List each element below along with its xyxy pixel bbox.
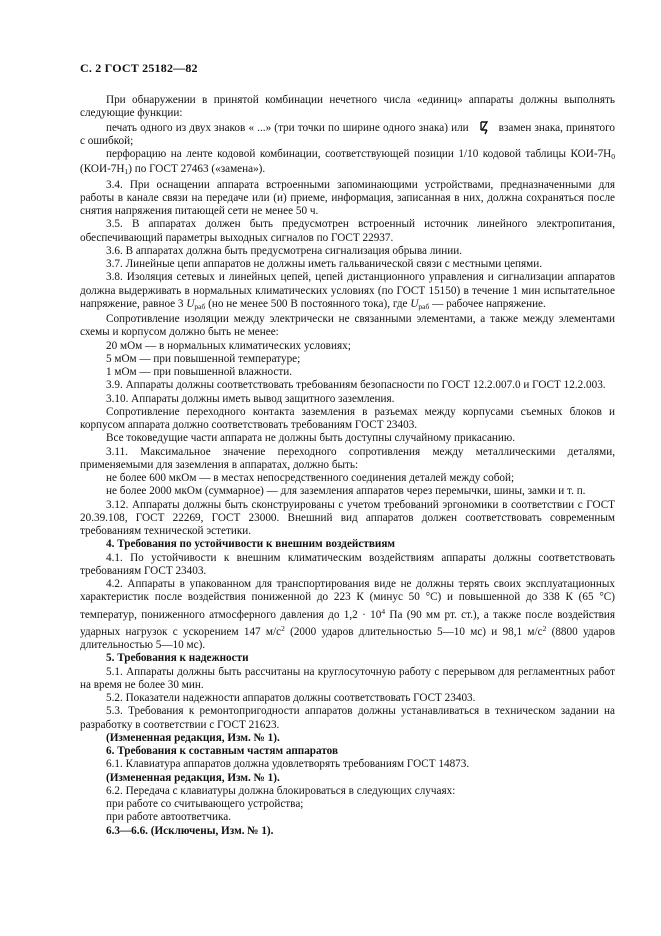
section-heading: 6. Требования к составным частям аппаратов [106,745,339,757]
list-item: при работе со считывающего устройства; [106,798,304,810]
text-run: Па (90 мм рт. ст.), а также после воздействия ударных нагрузок с ускорением 147 м/с [80,608,615,638]
list-item: не более 2000 мкОм (суммарное) — для заземления аппаратов через перемычки, шины, замки и т. п. [106,485,586,498]
text-run: — рабочее напряжение. [429,297,546,310]
paragraph: 5.3. Требования к ремонтопригодности аппаратов должны устанавливаться в техническом задании на разработку в соответствии с ГОСТ 21623. [80,705,615,731]
edition-note: (Измененная редакция, Изм. № 1). [106,731,280,744]
paragraph: Сопротивление переходного контакта заземления в разъемах между корпусами съемных блоков и корпусом аппарата должно соответствовать требованиям ГОСТ 23403. [80,405,615,431]
text-run: (8800 ударов длительностью 5—10 мс). [80,625,615,651]
paragraph: Сопротивление изоляции между электрически не связанными элементами, а также между элементами схемы и корпусом должно быть не менее: [80,313,615,339]
text-run: ) по ГОСТ 27463 («замена»). [128,163,266,176]
text-run: взамен знака, принятого с ошибкой; [80,121,615,147]
paragraph: Все токоведущие части аппарата не должны быть доступны случайному прикасанию. [106,432,516,445]
paragraph: 6.2. Передача с клавиатуры должна блокироваться в следующих случаях: [106,784,456,797]
paragraph: 4.1. По устойчивости к внешним климатическим воздействиям аппараты должны соответствовать требованиям ГОСТ 23403. [80,551,615,577]
section-heading: 4. Требования по устойчивости к внешним воздействиям [106,538,395,551]
list-item: 1 мОм — при повышенной влажности. [106,366,292,378]
superscript: 2 [281,623,285,633]
text-run: (КОИ-7Н [80,163,125,176]
paragraph [80,271,615,313]
paragraph: 5.1. Аппараты должны быть рассчитаны на круглосуточную работу с перерывом для регламентных работ на время не более 30 мин. [80,665,615,691]
paragraph: 6.1. Клавиатура аппаратов должна удовлетворять требованиям ГОСТ 14873. [106,758,470,771]
paragraph: 3.6. В аппаратах должна быть предусмотрена сигнализация обрыва линии. [106,244,463,257]
paragraph: 3.7. Линейные цепи аппаратов не должны иметь гальванической связи с местными цепями. [106,258,543,270]
text-run: 3.8. Изоляция сетевых и линейных цепей, цепей дистанционного управления и сигнализации аппаратов должна выдерживать в нормальных климатических условиях (по ГОСТ 15150) в течение 1 мин испытательное напряжение, равное 3 [80,271,615,310]
text-run: перфорацию на ленте кодовой комбинации, соответствующей позиции 1/10 кодовой таблицы КОИ-7Н [106,148,612,160]
paragraph: 3.5. В аппаратах должен быть предусмотрен встроенный источник линейного электропитания, обеспечивающий параметры выходных сигналов по ГОСТ 22937. [80,218,615,244]
edition-note: 6.3—6.6. (Исключены, Изм. № 1). [106,824,274,837]
paragraph: 3.12. Аппараты должны быть сконструированы с учетом требований эргономики в соответствии с ГОСТ 20.39.108, ГОСТ 22269, ГОСТ 23000. Внешний вид аппаратов должен соответствовать современным требованиям технической эстетики. [80,498,615,537]
variable-u: U [186,297,195,310]
text-run: печать одного из двух знаков « ...» (три точки по ширине одного знака) или [106,121,469,134]
subscript: 0 [611,152,615,161]
paragraph: 3.9. Аппараты должны соответствовать требованиям безопасности по ГОСТ 12.2.007.0 и ГОСТ 12.2.003. [106,379,606,392]
error-substitute-glyph-icon [475,121,493,133]
paragraph [80,578,615,652]
text-run: 4.2. Аппараты в упакованном для транспортирования виде не должны терять своих эксплуатационных характеристик после воздействия пониженной до 223 К (минус 50 °С) и повышенной до 338 К (65 °С) температур, пониженного атмосферного давления до 1,2 · 10 [80,578,615,621]
list-item: 5 мОм — при повышенной температуре; [106,352,301,365]
text-run: (2000 ударов длительностью 5—10 мс) и 98,1 м/с [284,625,543,638]
paragraph: При обнаружении в принятой комбинации нечетного числа «единиц» аппараты должны выполнять следующие функции: [80,94,615,120]
superscript: 2 [542,623,547,633]
list-item: не более 600 мкОм — в местах непосредственного соединения деталей между собой; [106,472,515,484]
edition-note: (Измененная редакция, Изм. № 1). [106,771,280,784]
list-item: при работе автоответчика. [106,811,232,824]
paragraph: 3.4. При оснащении аппарата встроенными запоминающими устройствами, предназначенными для работы в канале связи на передаче или (и) приеме, информация, записанная в них, должна сохраняться после снятия напряжения питающей сети не менее 50 ч. [80,178,615,217]
list-item: 20 мОм — в нормальных климатических условиях; [106,339,351,352]
paragraph: 3.10. Аппараты должны иметь вывод защитного заземления. [106,392,395,405]
subscript: 1 [124,167,129,177]
page-header: С. 2 ГОСТ 25182—82 [80,61,198,75]
superscript: 4 [381,606,386,616]
variable-u: U [410,297,419,310]
text-run: (но не менее 500 В постоянного тока), где [205,297,408,310]
paragraph-with-glyph [80,121,615,149]
subscript: раб [418,301,430,311]
subscript: раб [194,301,206,311]
document-body [80,94,615,838]
paragraph: 3.11. Максимальное значение переходного сопротивления между металлическими деталями, применяемыми для заземления в аппаратах, должно быть: [80,445,615,471]
paragraph [80,148,615,179]
section-heading: 5. Требования к надежности [106,652,249,665]
paragraph: 5.2. Показатели надежности аппаратов должны соответствовать ГОСТ 23403. [106,692,476,704]
